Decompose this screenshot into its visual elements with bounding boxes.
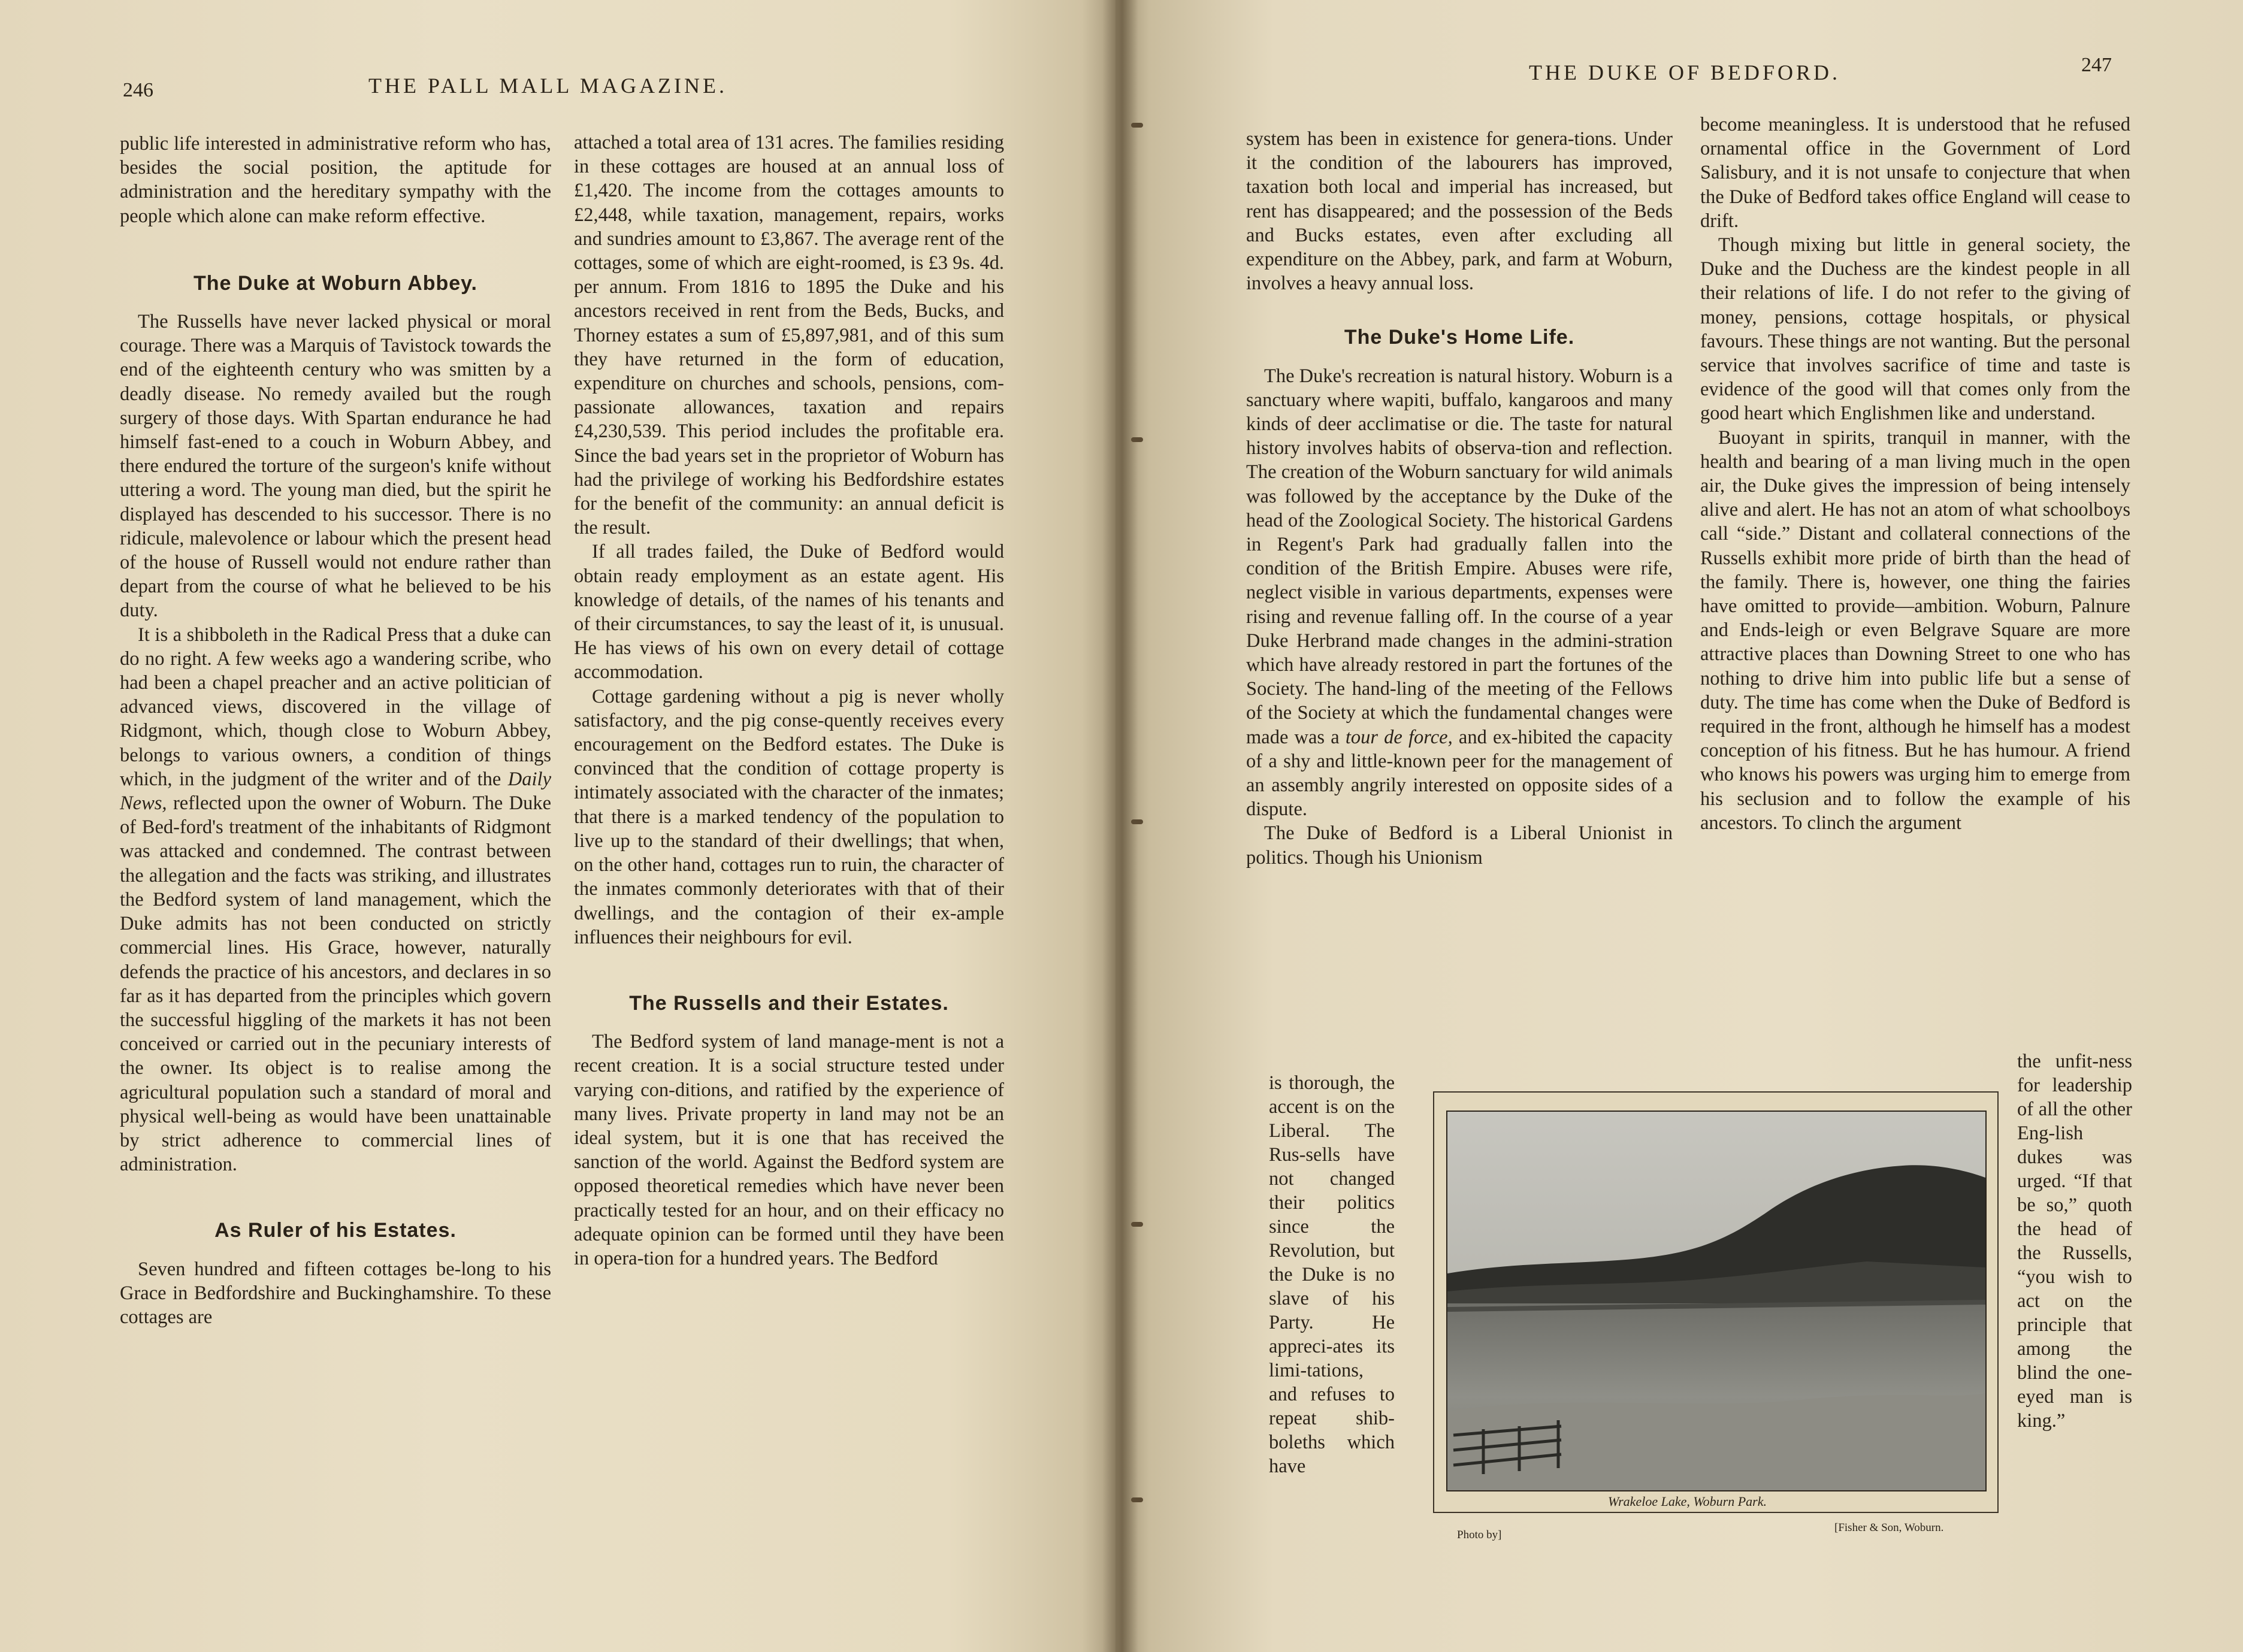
paragraph: the unfit-ness for leadership of all the other Eng-lish dukes was urged. “If that be so,” quoth the head of the Russells, “you wish to act on the principle that among the blind the one-eyed man is king.”	[2017, 1051, 2132, 1432]
paragraph: system has been in existence for genera-tions. Under it the condition of the labourers has improved, taxation both local and imperial has increased, but rent has disappeared; and the possession of the Beds and Bucks estates, even after excluding all expenditure on the Abbey, park, and farm at Woburn, involves a heavy annual loss.	[1246, 128, 1673, 295]
paragraph: It is a shibboleth in the Radical Press that a duke can do no right. A few weeks ago a wandering scribe, who had been a chapel preacher and an active politician of advanced views, discovered in the village of Ridgmont, which, though close to Woburn Abbey, belongs to various owners, a condition of things which, in the judgment of the writer and of the Daily News, reflected upon the owner of Woburn. The Duke of Bed-ford's treatment of the inhabitants of Ridgmont was attacked and condemned. The contrast between the allegation and the facts was striking, and illustrates the Bedford system of land management, which the Duke admits has not been conducted on strictly commercial lines. His Grace, however, naturally defends the practice of his ancestors, and declares in so far as it has departed from the principles which govern the successful higgling of the markets it has not been conceived or carried out in the pecuniary interests of the owner. Its object is to realise among the agricultural population such a standard of moral and physical well-being as would have been unattainable by strict adherence to commercial lines of administration.	[120, 624, 552, 1176]
paragraph: Cottage gardening without a pig is never wholly satisfactory, and the pig conse-quently receives every encouragement on the Bedford estates. The Duke is convinced that the condition of cottage property is intimately associated with the character of the inmates; that there is a marked tendency of the population to live up to the standard of their dwellings; that when, on the other hand, cottages run to ruin, the character of the inmates commonly deteriorates with that of their dwellings, and the contagion of their ex-ample influences their neighbours for evil.	[574, 685, 1004, 948]
left-page	[0, 0, 1116, 1652]
paragraph: Seven hundred and fifteen cottages be-long to his Grace in Bedfordshire and Buckinghamshire. To these cottages are	[120, 1258, 551, 1328]
binding-stitch	[1131, 1497, 1143, 1502]
paragraph: public life interested in administrative reform who has, besides the social position, the aptitude for administration and the hereditary sympathy with the people which alone can make reform effective.	[120, 133, 551, 227]
paragraph: The Bedford system of land manage-ment is not a recent creation. It is a social structure tested under varying con-ditions, and ratified by the experience of many lives. Private property in land may not be an ideal system, but it is one that has received the sanction of the world. Against the Bedford system are opposed theoretical remedies which have never been practically tested for an hour, and on their efficacy no adequate opinion can be formed until they have been in opera-tion for a hundred years. The Bedford	[574, 1031, 1004, 1269]
left-column-1	[120, 132, 551, 1329]
page-number-right: 247	[2081, 54, 2112, 76]
photo-wrakeloe-lake	[1446, 1111, 1987, 1491]
binding-stitch	[1131, 123, 1143, 128]
paragraph: Buoyant in spirits, tranquil in manner, with the health and bearing of a man living much in the open air, the Duke gives the impression of being intensely alive and alert. He has not an atom of what schoolboys call “side.” Distant and collateral connections of the Russells exhibit more pride of birth than the head of the family. There is, however, one thing the fairies have omitted to provide—ambition. Woburn, Palnure and Ends-leigh or even Belgrave Square are more attractive places than Downing Street to one who has nothing to drive him into public life but a sense of duty. The time has come when the Duke of Bedford is required in the front, although he himself has a modest conception of his fitness. But he has humour. A friend who knows his powers was urging him to emerge from his seclusion and to follow the example of his ancestors. To clinch the argument	[1700, 426, 2130, 834]
paragraph: become meaningless. It is understood that he refused ornamental office in the Government of Lord Salisbury, and it is not unsafe to conjecture that when the Duke of Bedford takes office England will cease to drift.	[1700, 114, 2130, 232]
paragraph: The Duke of Bedford is a Liberal Unionist in politics. Though his Unionism	[1246, 822, 1673, 869]
photo-credit-right: [Fisher & Son, Woburn.	[1834, 1521, 1944, 1534]
wrapped-text-right-of-figure	[2017, 1049, 2132, 1433]
section-heading-home-life: The Duke's Home Life.	[1344, 326, 1575, 349]
section-heading-ruler-of-estates: As Ruler of his Estates.	[214, 1219, 457, 1242]
paragraph: The Russells have never lacked physical or moral courage. There was a Marquis of Tavistock towards the end of the eighteenth century who was smitten by a deadly disease. No remedy availed but the rough surgery of those days. With Spartan endurance he had himself fast-ened to a couch in Woburn Abbey, and there endured the torture of the surgeon's knife without uttering a word. The young man died, but the spirit he displayed has descended to his successor. There is no ridicule, malevolence or labour which the present head of the house of Russell would not endure rather than depart from the course of what he believed to be his duty.	[120, 311, 551, 622]
paragraph: is thorough, the accent is on the Liberal. The Rus-sells have not changed their politics since the Revolution, but the Duke is no slave of his Party. He appreci-ates its limi-tations, and refuses to repeat shib-boleths which have	[1269, 1072, 1395, 1477]
binding-stitch	[1131, 1222, 1143, 1227]
page-number-left: 246	[123, 79, 153, 101]
running-head-right: THE DUKE OF BEDFORD.	[1529, 60, 1841, 84]
figure-frame	[1433, 1091, 1999, 1513]
right-column-1	[1246, 127, 1673, 870]
section-heading-woburn-abbey: The Duke at Woburn Abbey.	[194, 271, 477, 295]
running-head-left: THE PALL MALL MAGAZINE.	[368, 74, 727, 98]
right-column-2	[1700, 113, 2130, 835]
wrapped-text-left-of-figure	[1269, 1071, 1395, 1478]
photo-credit-left: Photo by]	[1457, 1529, 1502, 1541]
binding-stitch	[1131, 437, 1143, 442]
section-heading-russells-estates: The Russells and their Estates.	[629, 991, 949, 1015]
paragraph: Though mixing but little in general society, the Duke and the Duchess are the kindest people in all their relations of life. I do not refer to the giving of money, pensions, cottage hospitals, or physical favours. These things are not wanting. But the personal service that involves sacrifice of time and taste is evidence of the good will that comes only from the good heart which Englishmen like and understand.	[1700, 234, 2130, 425]
paragraph: attached a total area of 131 acres. The families residing in these cottages are housed at an annual loss of £1,420. The income from the cottages amounts to £2,448, while taxation, management, repairs, works and sundries amount to £3,867. The average rent of the cottages, some of which are eight-roomed, is £3 9s. 4d. per annum. From 1816 to 1895 the Duke and his ancestors received in rent from the Beds, Bucks, and Thorney estates a sum of £5,897,981, and of this sum they have returned in the form of education, expenditure on churches and schools, pensions, com-passionate allowances, taxation and repairs £4,230,539. This period includes the profitable era. Since the bad years set in the proprietor of Woburn has had the privilege of working his Bedfordshire estates for the benefit of the community: an annual deficit is the result.	[574, 132, 1004, 539]
book-gutter	[1102, 0, 1138, 1652]
binding-stitch	[1131, 819, 1143, 824]
left-column-2	[574, 131, 1004, 1270]
paragraph: The Duke's recreation is natural history. Woburn is a sanctuary where wapiti, buffalo, kangaroos and many kinds of deer acclimatise or die. The taste for natural history involves habits of observa-tion and reflection. The creation of the Woburn sanctuary for wild animals was followed by the acceptance by the Duke of the head of the Zoological Society. The historical Gardens in Regent's Park had gradually fallen into the condition of the British Empire. Abuses were rife, neglect visible in various departments, expenses were rising and revenue falling off. In the course of a year Duke Herbrand made changes in the admini-stration which have already restored in part the fortunes of the Society. The hand-ling of the meeting of the Fellows of the Society at which the fundamental changes were made was a tour de force, and ex-hibited the capacity of a shy and little-known peer for the management of an assembly angrily interested on opposite sides of a dispute.	[1246, 365, 1673, 821]
figure-caption: Wrakeloe Lake, Woburn Park.	[1608, 1494, 1767, 1509]
paragraph: If all trades failed, the Duke of Bedford would obtain ready employment as an estate agent. His knowledge of details, of the names of his tenants and of their circumstances, to say the least of it, is unusual. He has views of his own on every detail of cottage accommodation.	[574, 541, 1004, 683]
